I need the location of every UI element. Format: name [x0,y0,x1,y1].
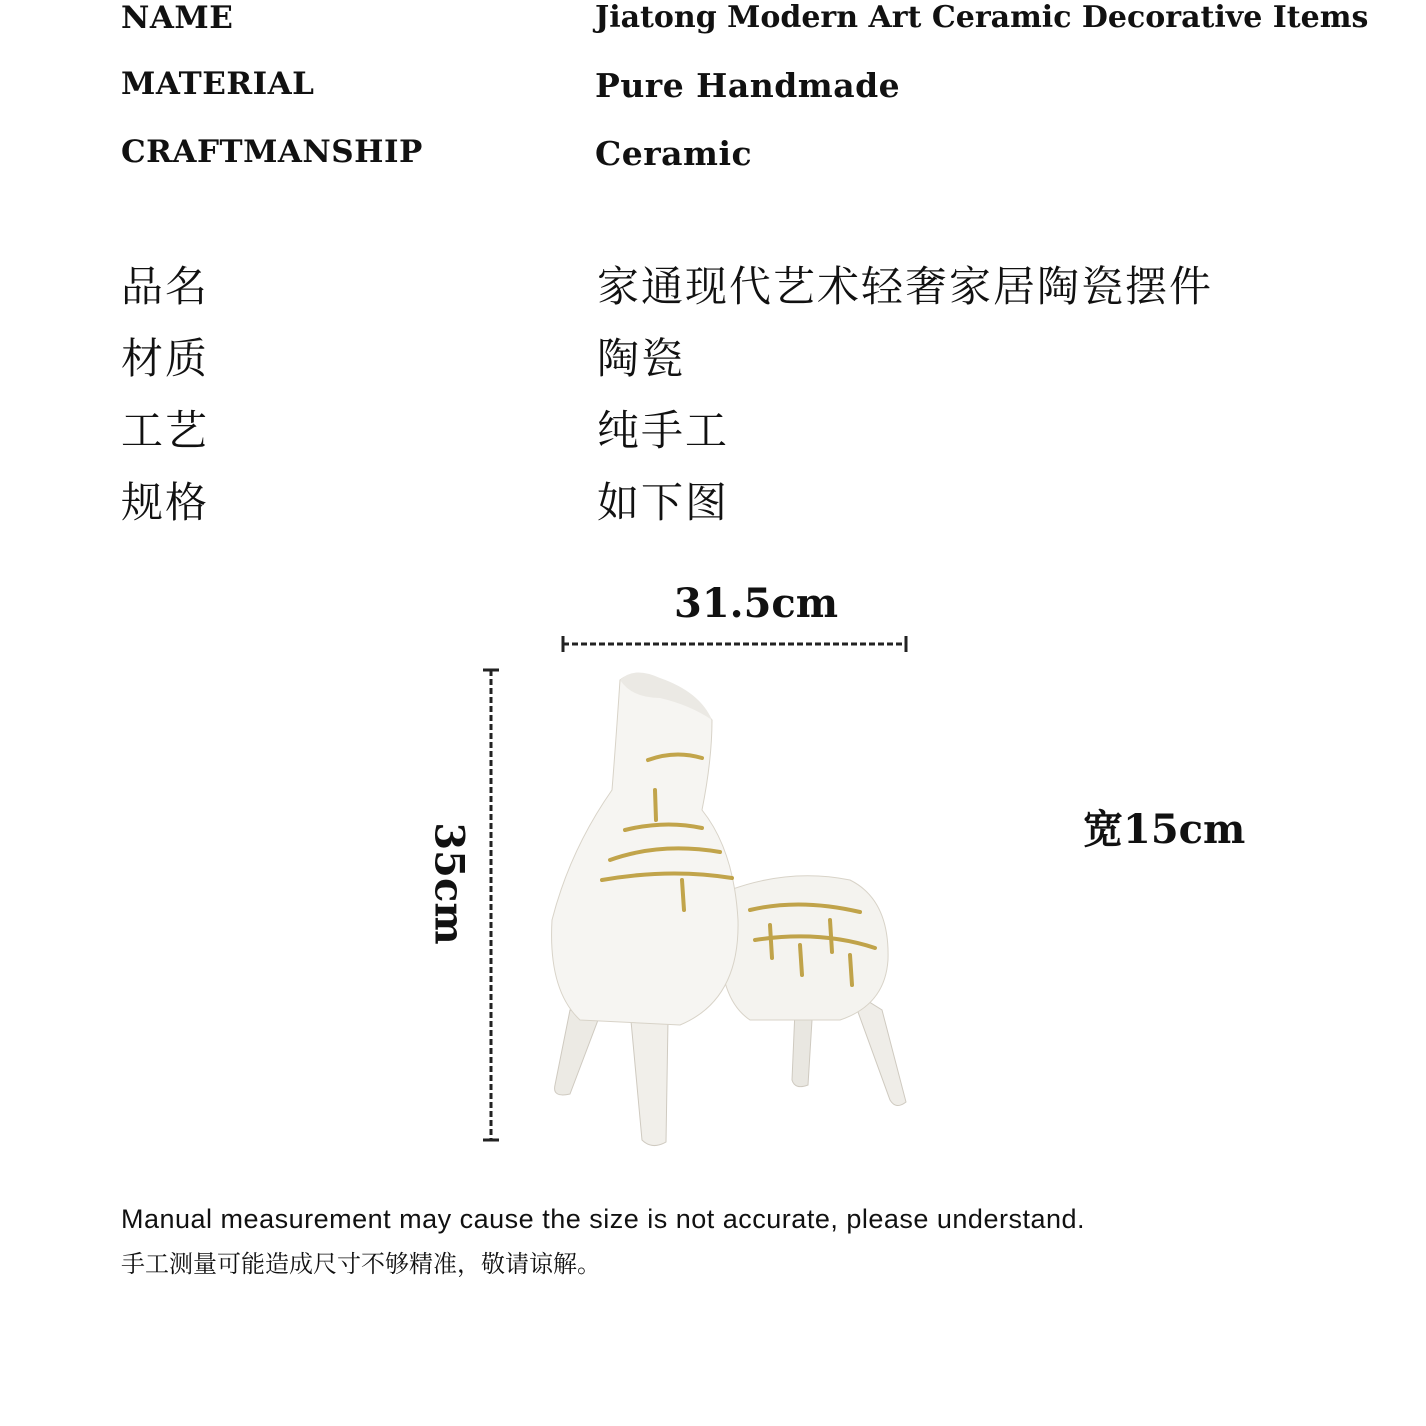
spec-value-cn-name: 家通现代艺术轻奢家居陶瓷摆件 [597,262,1214,311]
spec-label-name: NAME [121,0,234,36]
height-dimension-label: 35cm [425,822,473,945]
spec-label-cn-name: 品名 [121,262,210,311]
height-dimension-line [483,670,499,1140]
depth-dimension-label: 宽15cm [1083,806,1246,853]
spec-label-material: MATERIAL [121,66,315,102]
spec-row-cn-material [0,326,1426,386]
spec-row-cn-craft [0,398,1426,458]
spec-value-material: Pure Handmade [595,66,901,105]
spec-value-name: Jiatong Modern Art Ceramic Decorative Items [595,0,1369,35]
spec-value-cn-spec: 如下图 [597,478,730,527]
spec-value-cn-craft: 纯手工 [597,406,730,455]
ceramic-horse-sculpture [552,672,906,1145]
width-dimension-line [563,636,906,652]
spec-row-cn-name [0,254,1426,314]
spec-label-cn-spec: 规格 [121,478,210,527]
measurement-note-en: Manual measurement may cause the size is not accurate, please understand. [121,1204,1086,1234]
width-dimension-label: 31.5cm [674,580,839,627]
spec-row-craftmanship [0,134,1426,194]
spec-label-cn-craft: 工艺 [121,406,210,455]
figure-svg [420,580,960,1180]
spec-label-craftmanship: CRAFTMANSHIP [121,134,423,170]
measurement-note-cn: 手工测量可能造成尺寸不够精准，敬请谅解。 [121,1250,601,1278]
spec-value-cn-material: 陶瓷 [597,334,686,383]
spec-value-craftmanship: Ceramic [595,134,753,173]
product-figure [420,580,960,1180]
spec-row-name [0,0,1426,60]
spec-label-cn-material: 材质 [121,334,210,383]
spec-row-cn-spec [0,470,1426,530]
spec-row-material [0,66,1426,126]
